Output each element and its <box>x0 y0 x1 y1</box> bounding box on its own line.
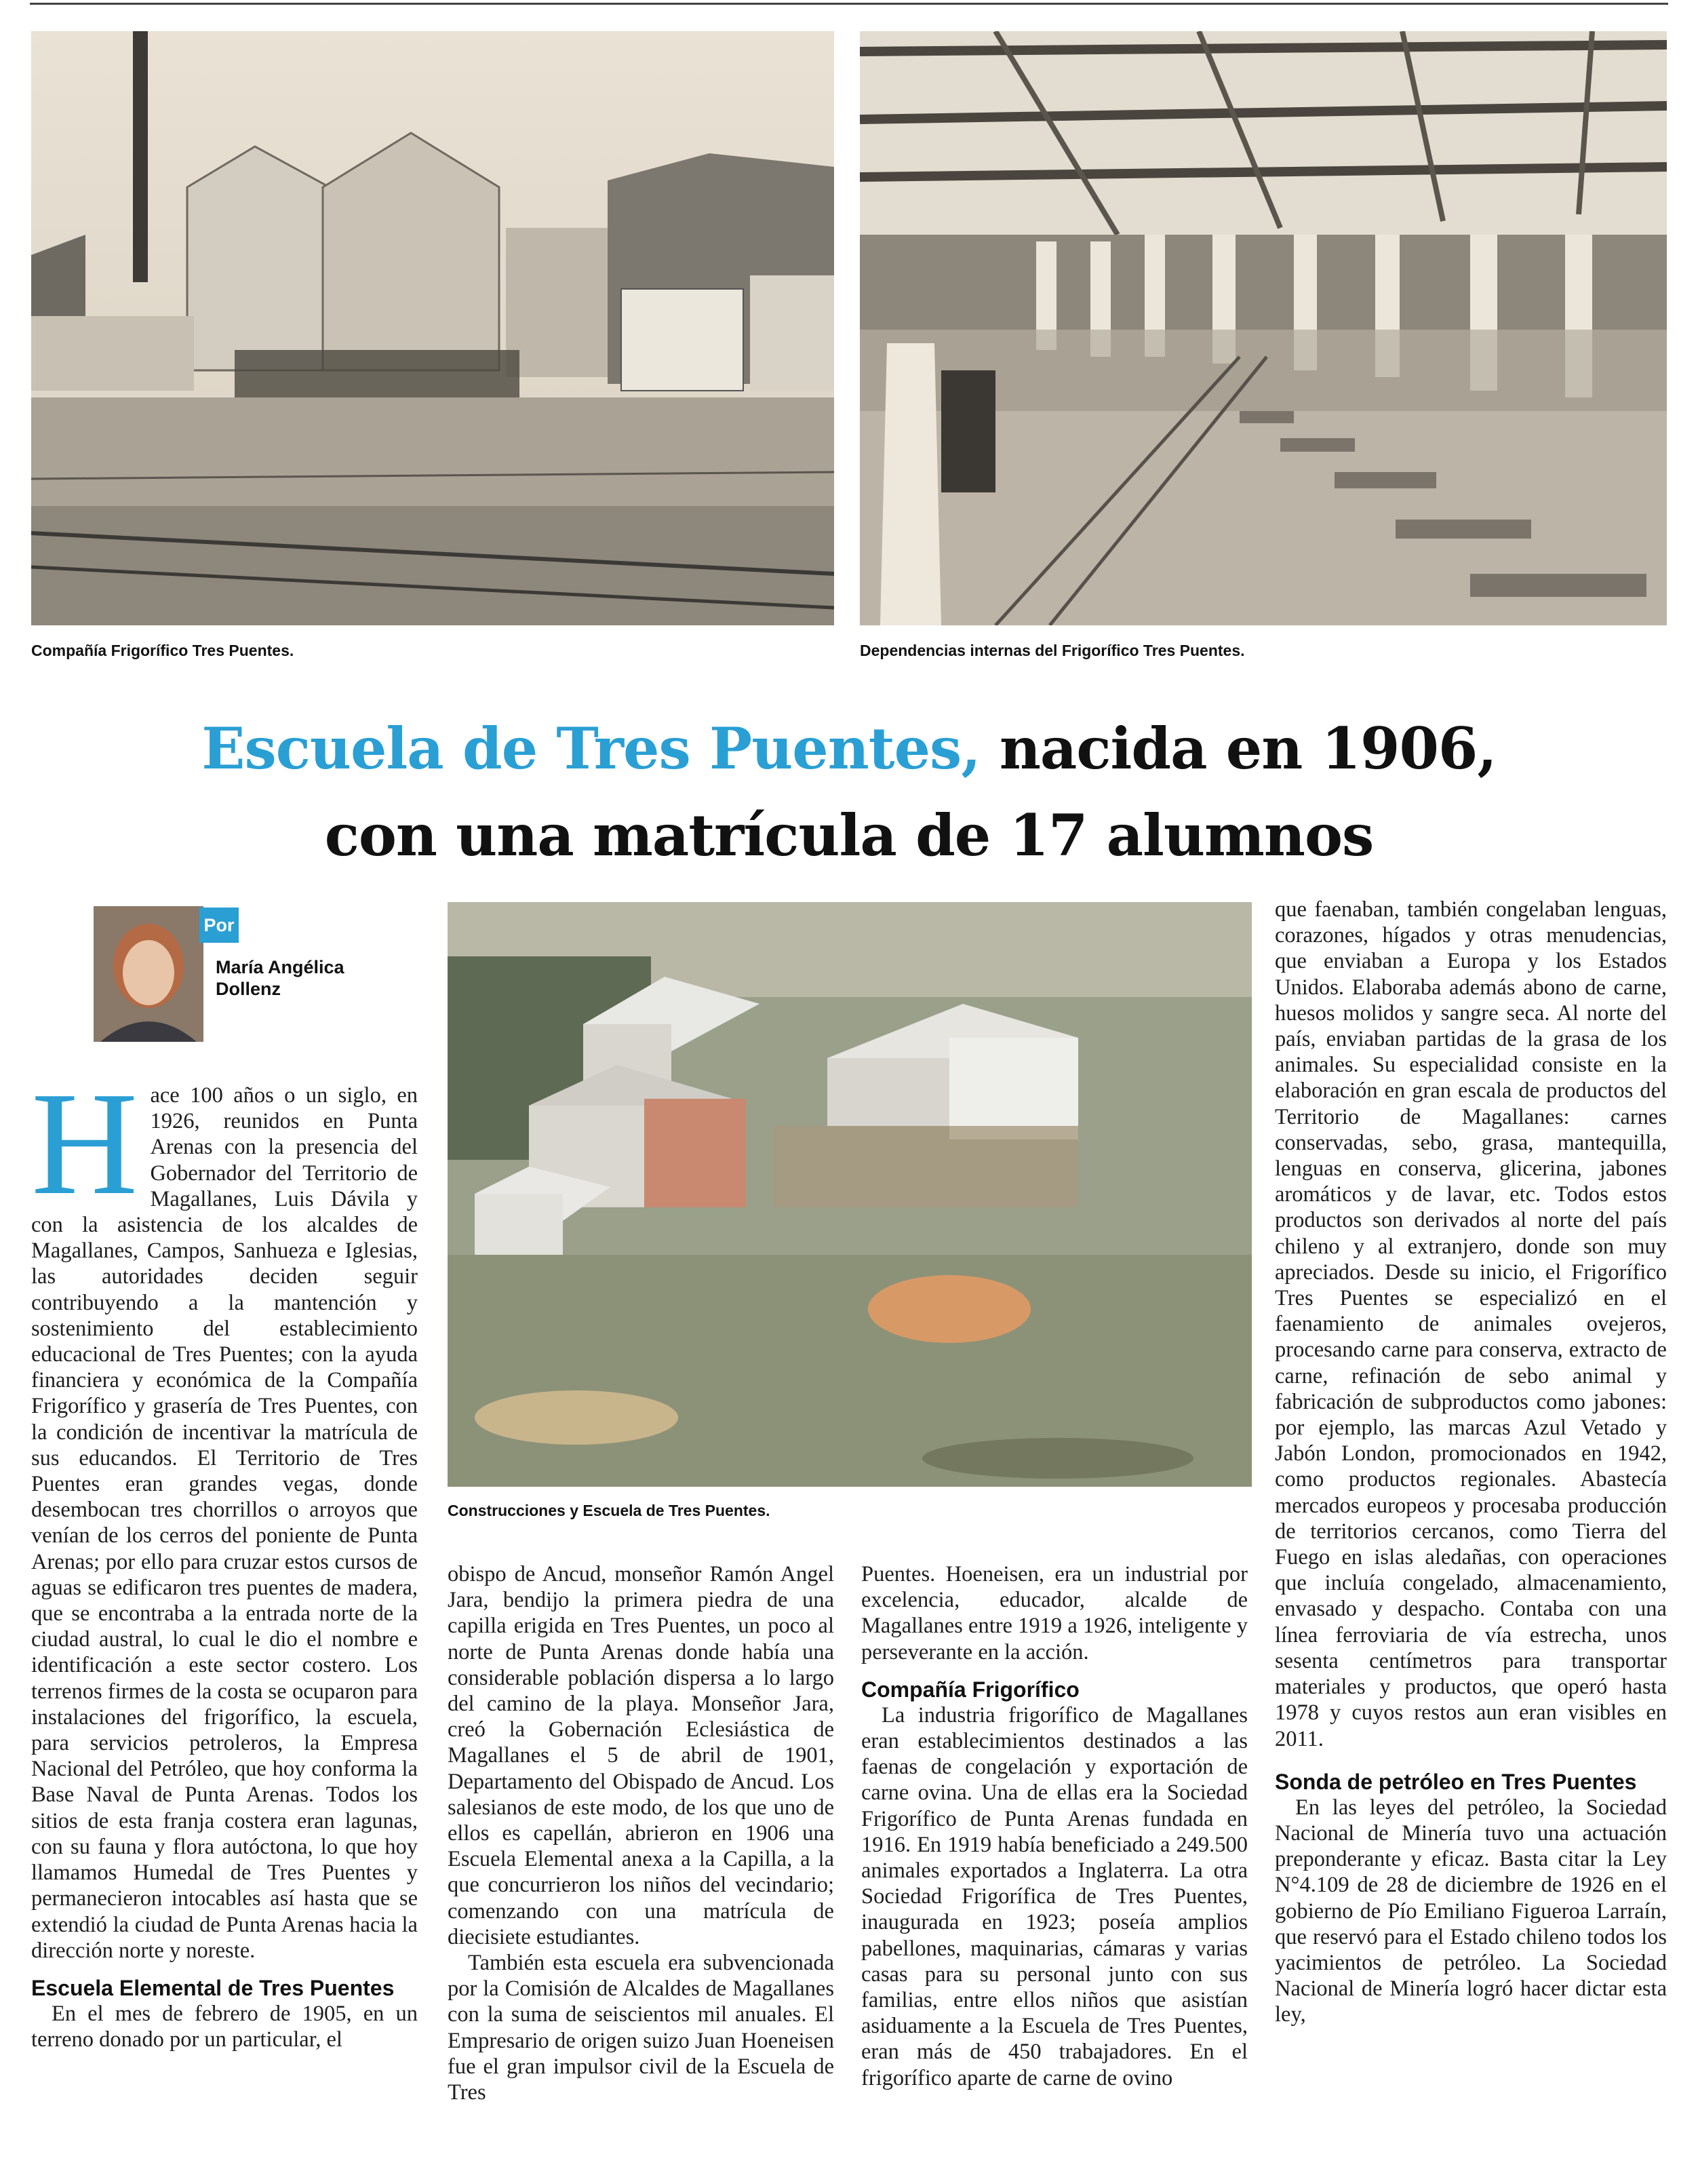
column3-paragraph-1: Puentes. Hoeneisen, era un industrial por excelencia, educador, alcalde de Magallanes entre 1919 a 1926, inteligente y perseverante en la acción. <box>861 1562 1248 1664</box>
byline-tag: Por <box>199 908 239 943</box>
subhead-compania-frigorifico: Compañía Frigorífico <box>861 1677 1080 1702</box>
school-photo <box>448 902 1252 1487</box>
column4-paragraph-2: En las leyes del petróleo, la Sociedad Nacional de Minería tuvo una actuación preponderante y eficaz. Basta citar la Ley N°4.109 de 28 de diciembre de 1926 en el gobierno de Pío Emiliano Figueroa Larraín, que reservó para el Estado chileno todos los yacimientos de petróleo. La Sociedad Nacional de Minería logró hacer dictar esta ley, <box>1275 1795 1667 2027</box>
factory-photo-caption: Compañía Frigorífico Tres Puentes. <box>31 642 294 659</box>
column3-paragraph-2: La industria frigorífico de Magallanes eran establecimientos destinados a las faenas de congelación y exportación de carne ovina. Una de ellas era la Sociedad Frigorífico de Punta Arenas fundada en 1916. En 1919 había beneficiado a 249.500 animales exportados a Inglaterra. La otra Sociedad Frigorífica de Tres Puentes, inaugurada en 1923; poseía amplios pabellones, maquinarias, cámaras y varias casas para su personal junto con sus familias, entre ellos niños que asistían asiduamente a la Escuela de Tres Puentes, eran más de 450 trabajadores. En el frigorífico aparte de carne de ovino <box>861 1702 1248 2090</box>
lead-paragraph <box>31 1062 418 1964</box>
interior-photo-caption: Dependencias internas del Frigorífico Tres Puentes. <box>860 642 1245 659</box>
column-3 <box>861 1561 1248 2172</box>
factory-photo <box>31 31 834 625</box>
subhead-sonda-petroleo: Sonda de petróleo en Tres Puentes <box>1275 1769 1637 1794</box>
column2-paragraph-2: También esta escuela era subvencionada por la Comisión de Alcaldes de Magallanes con la suma de seiscientos mil anuales. El Empresario de origen suizo Juan Hoeneisen fue el gran impulsor civil de la Escuela de Tres <box>448 1951 834 2105</box>
author-photo <box>94 906 203 1042</box>
column2-paragraph-1: obispo de Ancud, monseñor Ramón Angel Jara, bendijo la primera piedra de una capilla erigida en Tres Puentes, un poco al norte de Punta Arenas donde había una considerable población dispersa a lo largo del camino de la playa. Monseñor Jara, creó la Gobernación Eclesiástica de Magallanes el 5 de abril de 1901, Departamento del Obispado de Ancud. Los salesianos de este modo, de los que uno de ellos es capellán, abrieron en 1906 una Escuela Elemental anexa a la Capilla, a la que concurrieron los niños del vecindario; comenzando con una matrícula de diecisiete estudiantes. <box>448 1562 834 1949</box>
headline-highlight: Escuela de Tres Puentes, <box>201 715 981 782</box>
headline-line2: con una matrícula de 17 alumnos <box>324 802 1374 869</box>
column-4 <box>1275 897 1667 2172</box>
subhead-escuela-elemental: Escuela Elemental de Tres Puentes <box>31 1975 395 2000</box>
column-1 <box>31 1062 418 2168</box>
column-2 <box>448 1561 834 2172</box>
article-headline <box>41 705 1657 879</box>
interior-photo <box>860 31 1667 625</box>
top-rule <box>30 3 1668 5</box>
lead-text: ace 100 años o un siglo, en 1926, reunidos en Punta Arenas con la presencia del Gobernador del Territorio de Magallanes, Luis Dávila y con la asistencia de los alcaldes de Magallanes, Campos, Sanhueza e Iglesias, las autoridades deciden seguir contribuyendo a la mantención y sostenimiento del establecimiento educacional de Tres Puentes; con la ayuda financiera y económica de la Compañía Frigorífico y grasería de Tres Puentes, con la condición de incentivar la matrícula de sus educandos. El Territorio de Tres Puentes eran grandes vegas, donde desembocan tres chorrillos o arroyos que venían de los cerros del poniente de Punta Arenas; por ello para cruzar estos cursos de aguas se edificaron tres puentes de madera, que se encontraba a la entrada norte de la ciudad austral, lo cual le dio el nombre e identificación a este sector costero. Los terrenos firmes de la costa se ocuparon para instalaciones del frigorífico, la escuela, para servicios petroleros, la Empresa Nacional del Petróleo, que hoy conforma la Base Naval de Punta Arenas. Todos los sitios de esta franja costera eran lagunas, con su fauna y flora autóctona, lo que hoy llamamos Humedal de Tres Puentes y permanecieron intocables así hasta que se extendió la ciudad de Punta Arenas hacia la dirección norte y noreste. <box>31 1083 418 1963</box>
author-name: María Angélica Dollenz <box>216 957 344 999</box>
drop-cap: H <box>31 1062 138 1226</box>
headline-line1: nacida en 1906, <box>980 715 1497 782</box>
column1-paragraph-2: En el mes de febrero de 1905, en un terreno donado por un particular, el <box>31 2001 418 2052</box>
school-photo-caption: Construcciones y Escuela de Tres Puentes. <box>448 1502 770 1519</box>
column4-paragraph-1: que faenaban, también congelaban lenguas, corazones, hígados y otras menudencias, que enviaban a Europa y los Estados Unidos. Elaboraba además abono de carne, huesos molidos y sangre seca. Al norte del país, enviaban partidas de la grasa de los animales. Su especialidad consiste en la elaboración en gran escala de productos del Territorio de Magallanes: carnes conservadas, sebo, grasa, mantequilla, lenguas en conserva, glicerina, jabones aromáticos y de lavar, etc. Todos estos productos son derivados al norte del país chileno y al extranjero, donde son muy apreciados. Desde su inicio, el Frigorífico Tres Puentes se especializó en el faenamiento de animales ovejeros, procesando carne para conserva, extracto de carne, refinación de sebo animal y fabricación de subproductos como jabones: por ejemplo, las marcas Azul Vetado y Jabón London, promocionados en 1942, como productos regionales. Abastecía mercados europeos y procesaba producción de territorios cercanos, como Tierra del Fuego en islas aledañas, con operaciones que incluía congelado, almacenamiento, envasado y despacho. Contaba con una línea ferroviaria de vía estrecha, unos sesenta centímetros para transportar materiales y productos, que operó hasta 1978 y cuyos restos aun eran visibles en 2011. <box>1275 897 1667 1751</box>
